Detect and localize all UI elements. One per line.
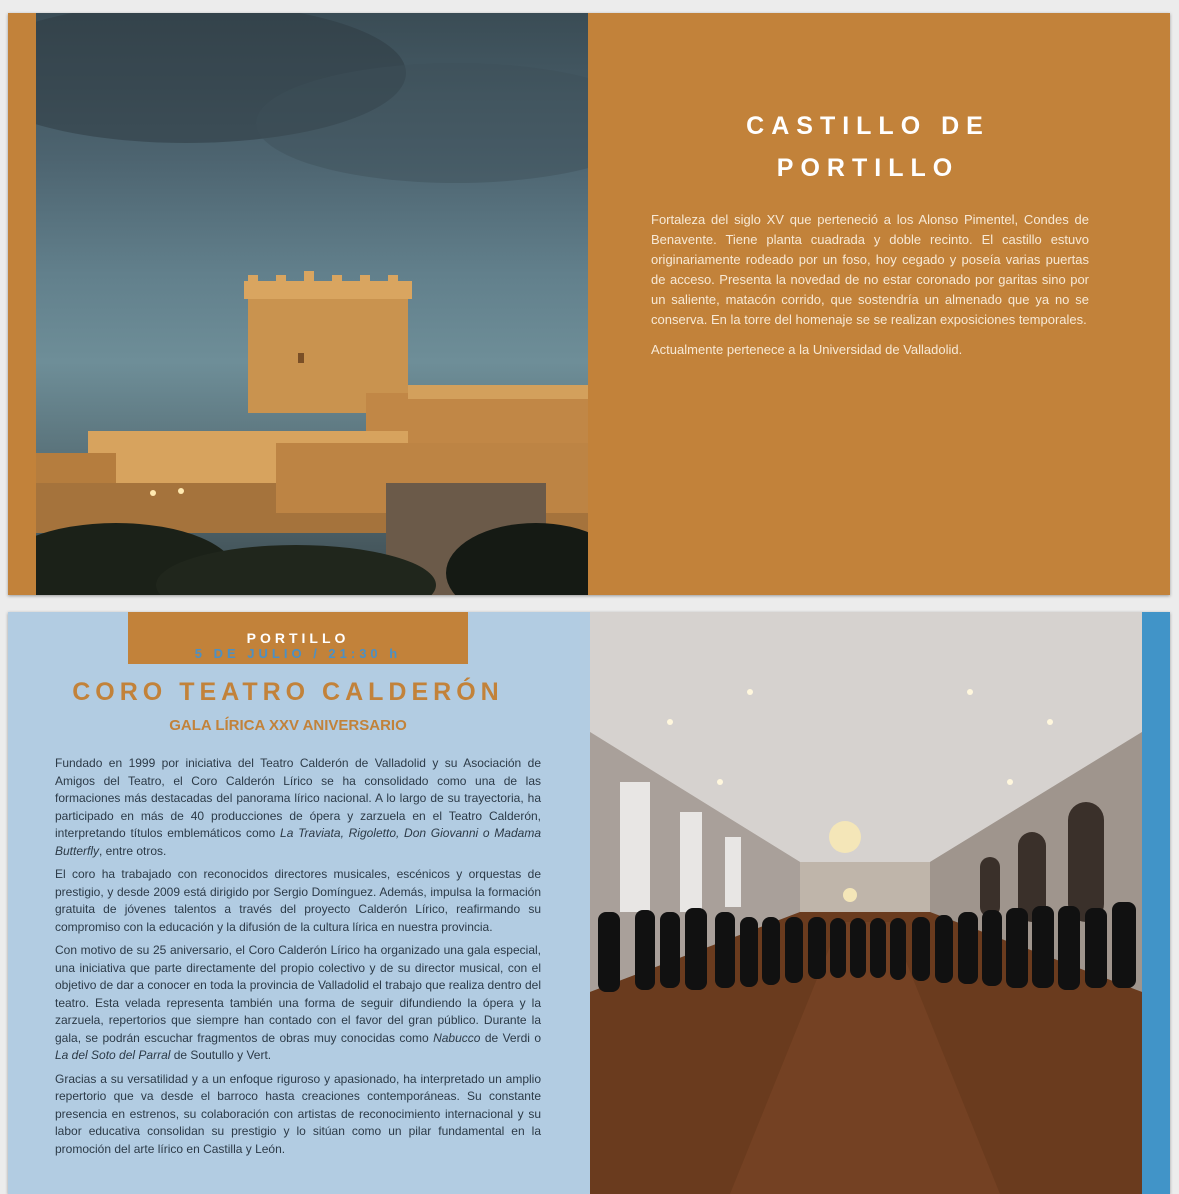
p3-work-2: La del Soto del Parral: [55, 1048, 171, 1062]
p3-work-1: Nabucco: [433, 1030, 481, 1045]
castle-title-line1: CASTILLO DE: [746, 112, 990, 140]
event-description: [55, 755, 541, 1164]
p3-text-c: de Soutullo y Vert.: [170, 1048, 272, 1062]
event-paragraph-3: [55, 942, 541, 1065]
castle-paragraph: Fortaleza del siglo XV que perteneció a los Alonso Pimentel, Condes de Benavente. Tiene planta cuadrada y doble recinto. El castillo estuvo originariamente rodeado por un foso, hoy cegado y poseía varias puertas de acceso. Presenta la novedad de no estar coronado por garitas sino por un saliente, matacón corrido, que sostendría un almenado que ya no se conserva. En la torre del homenaje se se realizan exposiciones temporales.: [651, 212, 1089, 327]
event-subtitle: GALA LÍRICA XXV ANIVERSARIO: [169, 717, 407, 734]
choir-illustration: [590, 612, 1142, 1194]
blue-edge-strip: [1142, 612, 1170, 1194]
castle-ownership: Actualmente pertenece a la Universidad de Valladolid.: [651, 342, 963, 357]
event-paragraph-2: El coro ha trabajado con reconocidos directores musicales, escénicos y orquestas de prestigio, y desde 2009 está dirigido por Sergio Domínguez. Además, impulsa la formación gratuita de jóvenes talentos a través del proyecto Calderón Lírico, reafirmando su compromiso con la educación y la difusión de la cultura lírica en nuestra provincia.: [55, 867, 541, 934]
castle-photo: [36, 13, 588, 595]
castle-title-line2: PORTILLO: [776, 154, 960, 182]
event-paragraph-1: [55, 755, 541, 860]
event-title: CORO TEATRO CALDERÓN: [72, 678, 504, 706]
event-tag: [128, 612, 468, 664]
p3-text-a: Con motivo de su 25 aniversario, el Coro Calderón Lírico ha organizado una gala especial, una iniciativa que parte directamente del propio colectivo y de su director musical, con el objetivo de dar a conocer en toda la provincia de Valladolid el trabajo que realiza dentro del teatro. Esta velada representa también una forma de seguir difundiendo la ópera y la zarzuela, repertorios que siempre han contado con el favor del gran público. Durante la gala, se podrán escuchar fragmentos de obras muy conocidas como: [55, 943, 541, 1045]
event-location: PORTILLO: [246, 630, 350, 646]
p1-text-b: , entre otros.: [99, 843, 167, 858]
p1-text-a: Fundado en 1999 por iniciativa del Teatro Calderón de Valladolid y su Asociación de Amigos del Teatro, el Coro Calderón Lírico se ha consolidado como una de las formaciones más destacadas del panorama lírico nacional. A lo largo de su trayectoria, ha participado en más de 40 producciones de ópera y zarzuela en el Teatro Calderón, interpretando títulos emblemáticos como: [55, 756, 541, 840]
castle-title: [648, 105, 1088, 189]
event-page: [8, 612, 1170, 1194]
castle-page: [8, 13, 1170, 595]
choir-photo: [590, 612, 1142, 1194]
p3-text-b: de Verdi o: [480, 1030, 541, 1045]
event-paragraph-4: Gracias a su versatilidad y a un enfoque riguroso y apasionado, ha interpretado un amplio repertorio que va desde el barroco hasta creaciones contemporáneas. Su constante presencia en estrenos, su colaboración con artistas de reconocimiento internacional y su labor educativa consolidan su prestigio y lo sitúan como un pilar fundamental en la promoción del arte lírico en Castilla y León.: [55, 1071, 541, 1156]
event-date-time: 5 DE JULIO / 21:30 h: [194, 647, 402, 659]
castle-illustration: [36, 13, 588, 595]
castle-description: [651, 210, 1089, 370]
p1-titles: La Traviata, Rigoletto, Don Giovanni o Madama Butterfly: [55, 826, 541, 858]
